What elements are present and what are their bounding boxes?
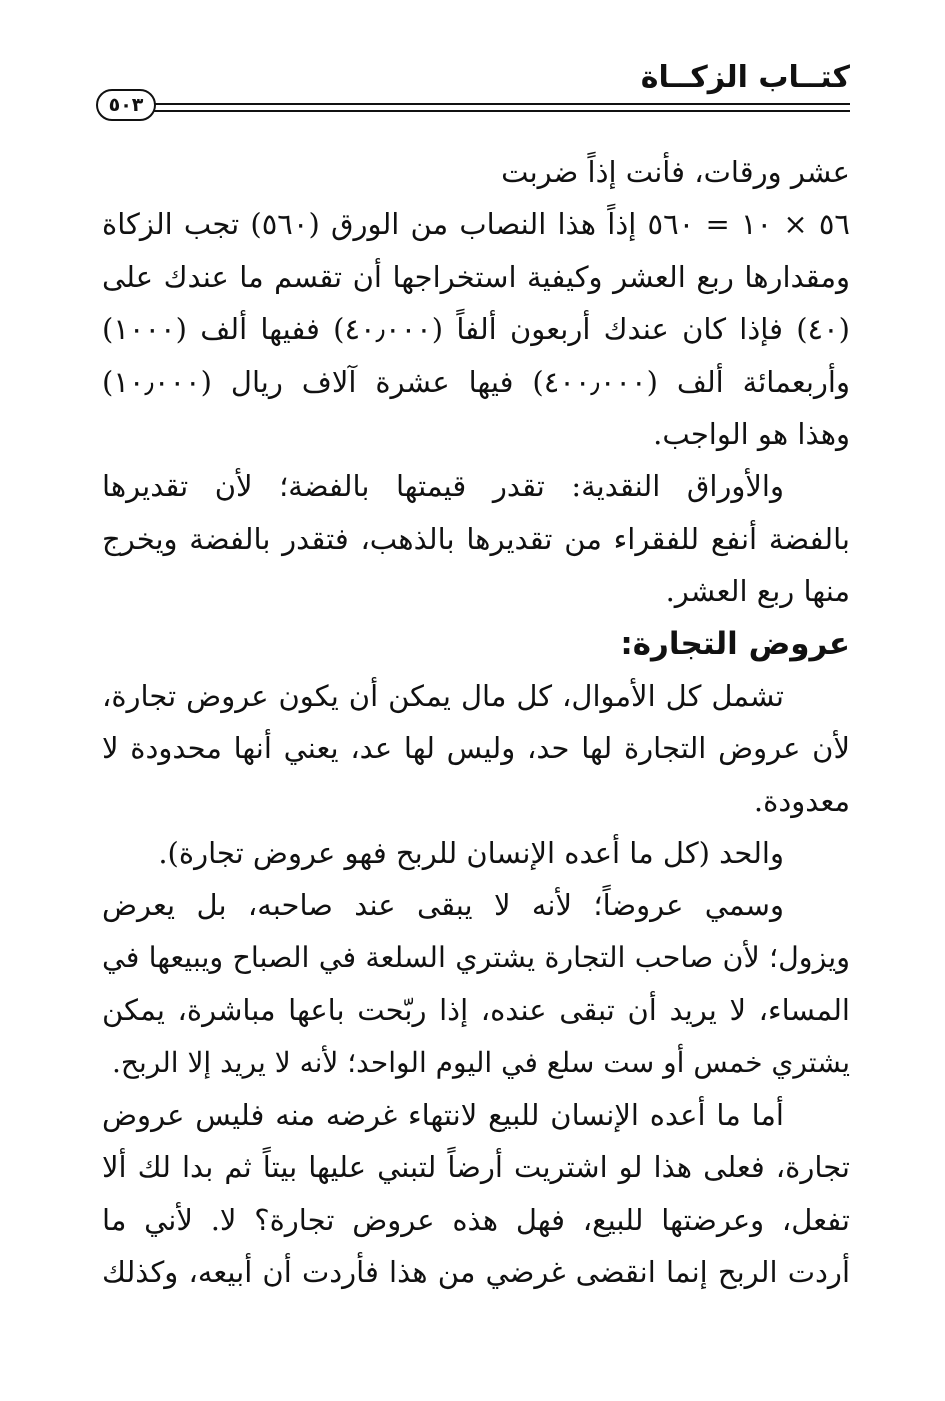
section-heading: عروض التجارة:	[620, 625, 850, 662]
text-line: ٥٦ × ١٠ = ٥٦٠ إذاً هذا النصاب من الورق (٥٦٠) تجب الزكاة	[102, 207, 850, 242]
text-line: لأن عروض التجارة لها حد، وليس لها عد، يعني أنها محدودة لا	[102, 731, 850, 766]
page-body	[102, 146, 850, 1299]
text-line: منها ربع العشر.	[665, 574, 850, 609]
text-line: (٤٠) فإذا كان عندك أربعون ألفاً (٤٠٫٠٠٠) ففيها ألف (١٠٠٠)	[102, 312, 850, 347]
text-line: تفعل، وعرضتها للبيع، فهل هذه عروض تجارة؟ لا. لأني ما	[102, 1202, 850, 1237]
text-line: أما ما أعده الإنسان للبيع لانتهاء غرضه منه فليس عروض	[102, 1098, 784, 1133]
text-line: عشر ورقات، فأنت إذاً ضربت	[501, 155, 850, 189]
text-line: وسمي عروضاً؛ لأنه لا يبقى عند صاحبه، بل يعرض	[102, 888, 784, 923]
text-line: والأوراق النقدية: تقدر قيمتها بالفضة؛ لأن تقديرها	[102, 469, 784, 504]
running-header-title: كتــاب الزكــاة	[640, 60, 850, 95]
header-rule-top	[154, 103, 850, 105]
page-number-badge	[96, 89, 156, 121]
text-line: أردت الربح إنما انقضى غرضي من هذا فأردت أن أبيعه، وكذلك	[102, 1255, 850, 1290]
page-number: ٥٠٣	[108, 93, 144, 116]
text-line: بالفضة أنفع للفقراء من تقديرها بالذهب، فتقدر بالفضة ويخرج	[102, 521, 850, 556]
text-line: تشمل كل الأموال، كل مال يمكن أن يكون عروض تجارة،	[102, 678, 784, 713]
text-line: وهذا هو الواجب.	[653, 416, 850, 451]
text-line: المساء، لا يريد أن تبقى عنده، إذا ربّحت باعها مباشرة، يمكن	[102, 993, 850, 1028]
text-line: وأربعمائة ألف (٤٠٠٫٠٠٠) فيها عشرة آلاف ريال (١٠٫٠٠٠)	[102, 364, 850, 399]
text-line: معدودة.	[753, 783, 850, 818]
text-line: تجارة، فعلى هذا لو اشتريت أرضاً لتبني عليها بيتاً ثم بدا لك ألا	[102, 1150, 850, 1185]
text-line: ويزول؛ لأن صاحب التجارة يشتري السلعة في الصباح ويبيعها في	[102, 940, 850, 974]
text-line: يشتري خمس أو ست سلع في اليوم الواحد؛ لأنه لا يريد إلا الربح.	[112, 1045, 850, 1079]
header-rule-bottom	[154, 110, 850, 112]
text-line: والحد (كل ما أعده الإنسان للربح فهو عروض تجارة).	[158, 836, 784, 871]
page-header	[96, 58, 850, 128]
text-line: ومقدارها ربع العشر وكيفية استخراجها أن تقسم ما عندك على	[102, 259, 850, 294]
